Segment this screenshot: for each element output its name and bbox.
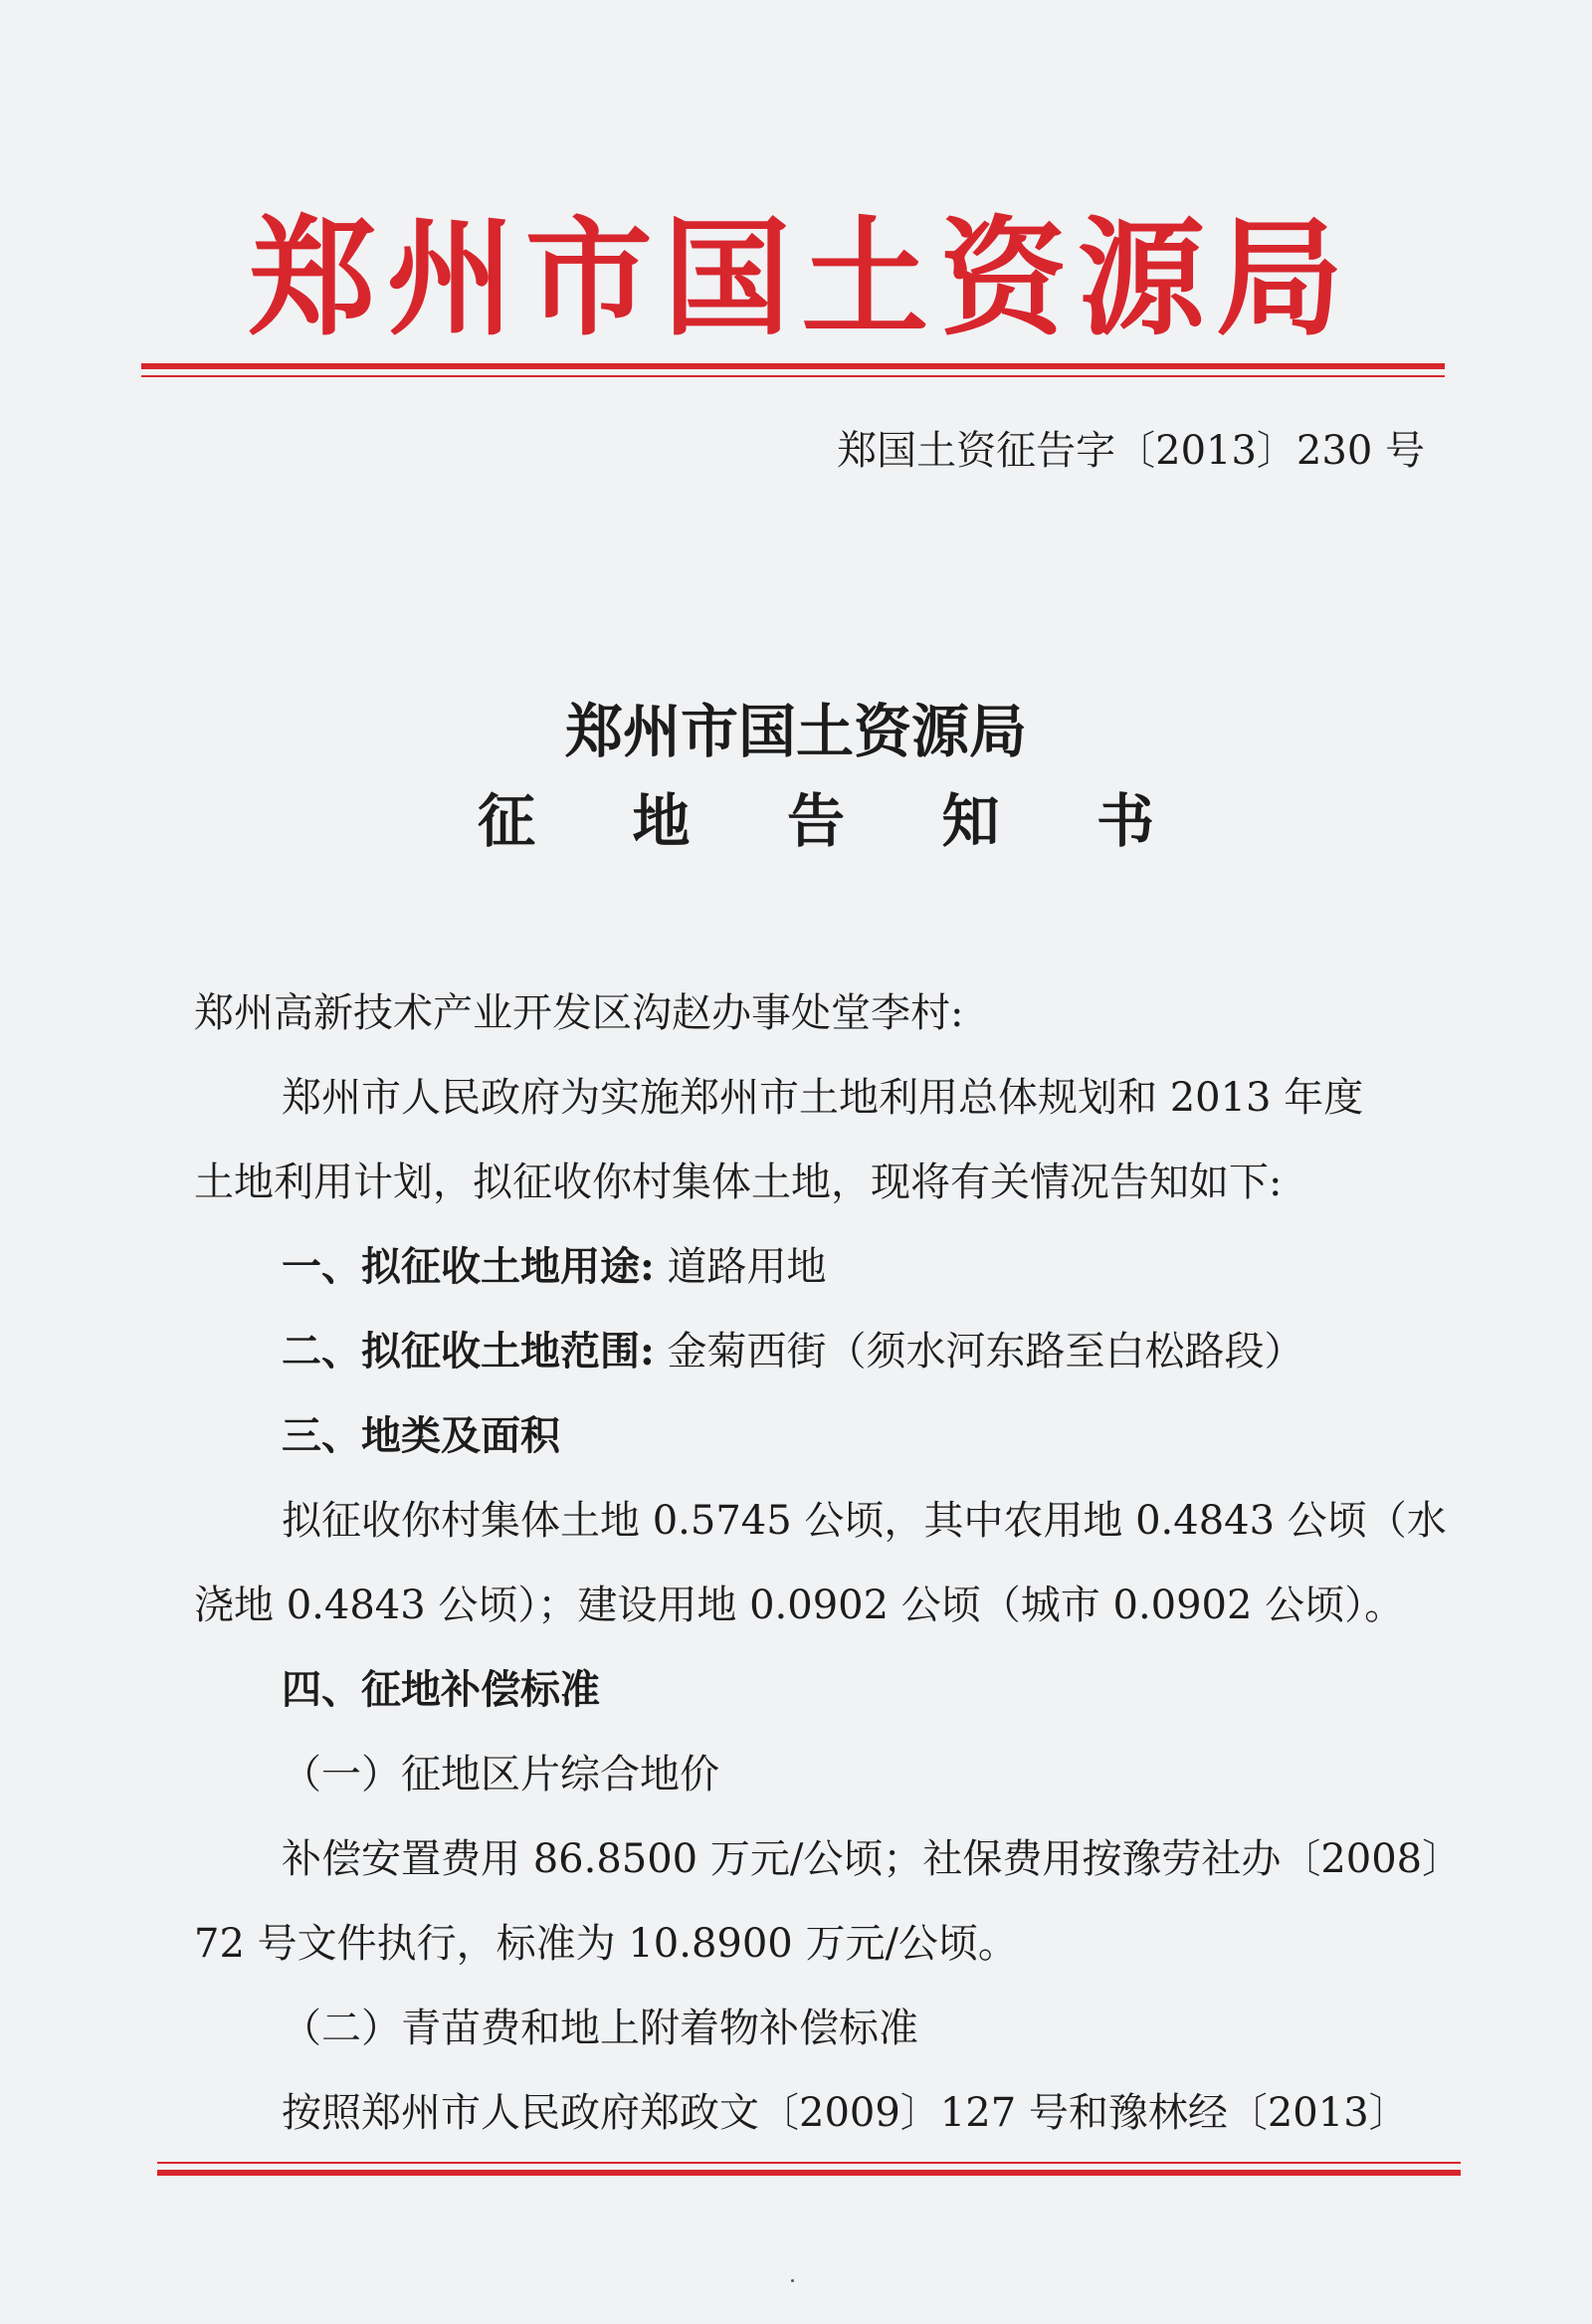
title-char: 征 bbox=[478, 787, 536, 855]
subsection-crops-heading: （二）青苗费和地上附着物补偿标准 bbox=[282, 2006, 918, 2051]
item-heading: 二、拟征收土地范围: bbox=[282, 1328, 655, 1374]
header-rule-thick bbox=[141, 363, 1445, 369]
land-area-line2: 浇地 0.4843 公顷）；建设用地 0.0902 公顷（城市 0.0902 公顷）。 bbox=[194, 1583, 1405, 1628]
footer-rule-thick bbox=[157, 2170, 1461, 2176]
header-char: 郑 bbox=[249, 204, 377, 353]
item-compensation-heading: 四、征地补偿标准 bbox=[282, 1666, 600, 1713]
compensation-line1: 补偿安置费用 86.8500 万元/公顷；社保费用按豫劳社办〔2008〕 bbox=[282, 1836, 1463, 1882]
title-char: 书 bbox=[1095, 787, 1154, 855]
document-title-authority: 郑州市国土资源局 bbox=[564, 698, 1027, 765]
title-char: 地 bbox=[632, 787, 691, 855]
header-char: 市 bbox=[524, 204, 653, 353]
header-rule-thin bbox=[141, 375, 1445, 377]
item-land-type-heading: 三、地类及面积 bbox=[282, 1412, 560, 1459]
header-char: 州 bbox=[386, 204, 514, 353]
header-char: 局 bbox=[1215, 204, 1343, 353]
item-value: 道路用地 bbox=[667, 1244, 827, 1290]
item-land-scope bbox=[282, 1327, 1303, 1376]
subsection-land-price-heading: （一）征地区片综合地价 bbox=[282, 1752, 719, 1797]
title-char: 告 bbox=[786, 787, 845, 855]
crops-compensation-line1: 按照郑州市人民政府郑政文〔2009〕127 号和豫林经〔2013〕 bbox=[282, 2090, 1409, 2136]
issuing-authority-header bbox=[139, 204, 1453, 353]
land-area-line1: 拟征收你村集体土地 0.5745 公顷，其中农用地 0.4843 公顷（水 bbox=[282, 1498, 1447, 1544]
paragraph-intro-line1: 郑州市人民政府为实施郑州市土地利用总体规划和 2013 年度 bbox=[282, 1075, 1364, 1121]
item-value: 金菊西街（须水河东路至白松路段） bbox=[667, 1329, 1304, 1374]
paragraph-intro-line2: 土地利用计划，拟征收你村集体土地，现将有关情况告知如下: bbox=[194, 1160, 1283, 1205]
document-number: 郑国土资征告字〔2013〕230 号 bbox=[837, 428, 1425, 474]
addressee: 郑州高新技术产业开发区沟赵办事处堂李村: bbox=[194, 990, 964, 1036]
header-char: 资 bbox=[939, 204, 1068, 353]
footer-rule-thin bbox=[157, 2162, 1461, 2164]
header-char: 源 bbox=[1078, 204, 1206, 353]
header-char: 国 bbox=[663, 204, 791, 353]
item-land-use bbox=[282, 1242, 826, 1292]
title-char: 知 bbox=[941, 787, 1000, 855]
page-speck bbox=[791, 2279, 794, 2282]
item-heading: 一、拟征收土地用途: bbox=[282, 1243, 655, 1290]
header-char: 土 bbox=[801, 204, 929, 353]
document-title bbox=[478, 786, 1154, 856]
compensation-line2: 72 号文件执行，标准为 10.8900 万元/公顷。 bbox=[194, 1921, 1018, 1967]
